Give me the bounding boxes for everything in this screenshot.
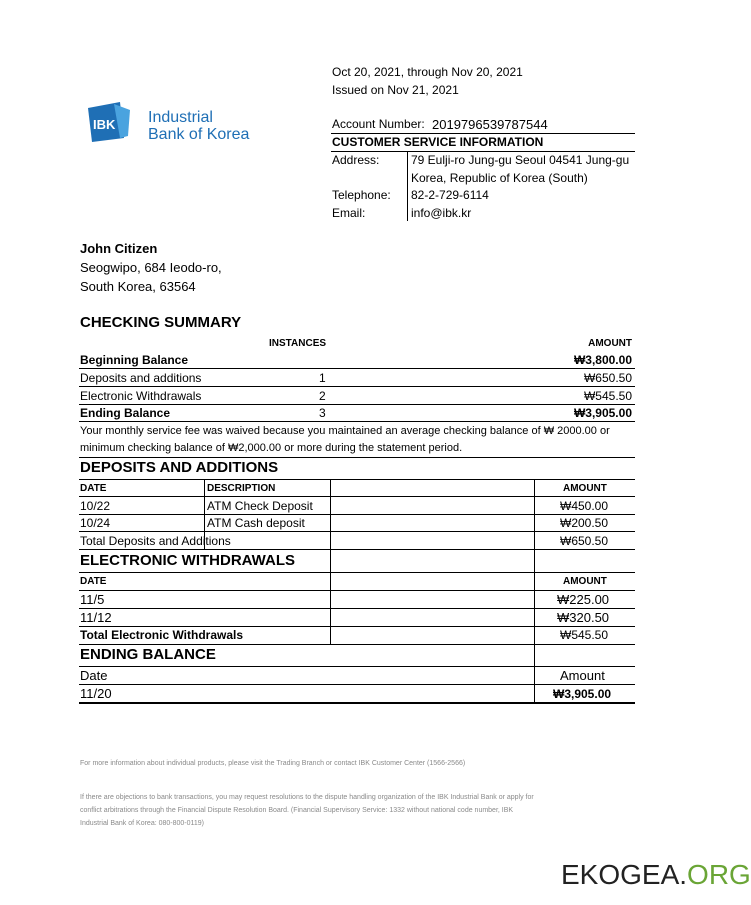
email-label: Email:	[332, 206, 366, 220]
fee-waiver-note-line1: Your monthly service fee was waived because you maintained an average checking balance of ₩ 2000.00 or	[80, 425, 610, 437]
account-number: 2019796539787544	[432, 117, 548, 132]
checking-summary-title: CHECKING SUMMARY	[80, 314, 242, 331]
ending-amount: ₩3,905.00	[553, 687, 612, 701]
footer-dispute-line3: Industrial Bank of Korea: 080-800-0119)	[80, 820, 205, 827]
address-label: Address:	[332, 153, 380, 167]
customer-name: John Citizen	[80, 241, 158, 256]
summary-row-instances: 1	[319, 371, 326, 385]
withdrawals-col-date: DATE	[80, 576, 107, 587]
watermark-part1: EKOGEA.	[561, 859, 688, 890]
footer-dispute-line2: conflict arbitrations through the Financial Dispute Resolution Board. (Financial Supervisory Service: 1332 without national code number, IBK	[80, 807, 514, 814]
ending-balance-title: ENDING BALANCE	[80, 646, 216, 663]
customer-address-line1: Seogwipo, 684 Ieodo-ro,	[80, 260, 222, 275]
footer-info: For more information about individual products, please visit the Trading Branch or contact IBK Customer Center (1566-2566)	[80, 760, 466, 767]
deposit-row-amount: ₩450.00	[560, 499, 609, 513]
email-value[interactable]: info@ibk.kr	[411, 206, 472, 220]
withdrawals-total-amount: ₩545.50	[560, 628, 609, 642]
ending-date: 11/20	[80, 686, 112, 701]
watermark	[561, 858, 751, 892]
deposits-total-label: Total Deposits and Additions	[80, 534, 231, 548]
address-line2: Korea, Republic of Korea (South)	[411, 171, 588, 185]
deposits-col-date: DATE	[80, 483, 107, 494]
withdrawal-row-date: 11/5	[80, 592, 105, 607]
bank-name-line1: Industrial	[148, 109, 213, 126]
footer-dispute-line1: If there are objections to bank transactions, you may request resolutions to the dispute handling organization of the IBK Industrial Bank or apply for	[80, 794, 534, 801]
deposit-row-description: ATM Cash deposit	[207, 516, 305, 530]
summary-row-amount: ₩3,905.00	[573, 406, 632, 420]
telephone-label: Telephone:	[332, 188, 391, 202]
fee-waiver-note-line2: minimum checking balance of ₩2,000.00 or more during the statement period.	[80, 442, 463, 454]
summary-row-amount: ₩650.50	[583, 371, 632, 385]
telephone-value: 82-2-729-6114	[411, 188, 489, 202]
statement-period: Oct 20, 2021, through Nov 20, 2021	[332, 65, 523, 79]
deposits-col-description: DESCRIPTION	[207, 483, 276, 494]
address-line1: 79 Eulji-ro Jung-gu Seoul 04541 Jung-gu	[411, 153, 630, 167]
bank-logo	[84, 100, 274, 144]
issued-date: Issued on Nov 21, 2021	[332, 83, 459, 97]
withdrawal-row-amount: ₩225.00	[557, 592, 610, 607]
deposits-total-amount: ₩650.50	[560, 534, 609, 548]
deposits-col-amount: AMOUNT	[563, 483, 607, 494]
deposit-row-description: ATM Check Deposit	[207, 499, 313, 513]
withdrawals-total-label: Total Electronic Withdrawals	[80, 628, 244, 642]
deposit-row-date: 10/24	[80, 516, 111, 530]
summary-row-label: Deposits and additions	[80, 371, 202, 385]
watermark-part2: ORG	[687, 859, 751, 890]
account-number-label: Account Number:	[332, 117, 425, 131]
withdrawal-row-date: 11/12	[80, 610, 112, 625]
deposit-row-date: 10/22	[80, 499, 111, 513]
cs-info-title: CUSTOMER SERVICE INFORMATION	[332, 135, 544, 149]
withdrawals-col-amount: AMOUNT	[563, 576, 607, 587]
summary-row-label: Electronic Withdrawals	[80, 389, 202, 403]
summary-row-instances: 2	[319, 389, 326, 403]
withdrawal-row-amount: ₩320.50	[557, 610, 610, 625]
bank-logo-mark	[84, 100, 136, 144]
summary-row-amount: ₩3,800.00	[573, 353, 632, 367]
summary-col-instances: INSTANCES	[269, 338, 327, 349]
summary-row-instances: 3	[319, 406, 326, 420]
svg-text:IBK: IBK	[93, 117, 116, 132]
ending-col-date: Date	[80, 668, 108, 683]
summary-row-label: Beginning Balance	[80, 353, 189, 367]
deposits-title: DEPOSITS AND ADDITIONS	[80, 459, 279, 476]
bank-name-line2: Bank of Korea	[148, 126, 250, 143]
customer-address-line2: South Korea, 63564	[80, 279, 196, 294]
summary-row-label: Ending Balance	[80, 406, 171, 420]
summary-col-amount: AMOUNT	[588, 338, 632, 349]
deposit-row-amount: ₩200.50	[560, 516, 609, 530]
summary-row-amount: ₩545.50	[583, 389, 632, 403]
withdrawals-title: ELECTRONIC WITHDRAWALS	[80, 552, 295, 569]
ending-col-amount: Amount	[560, 668, 605, 683]
